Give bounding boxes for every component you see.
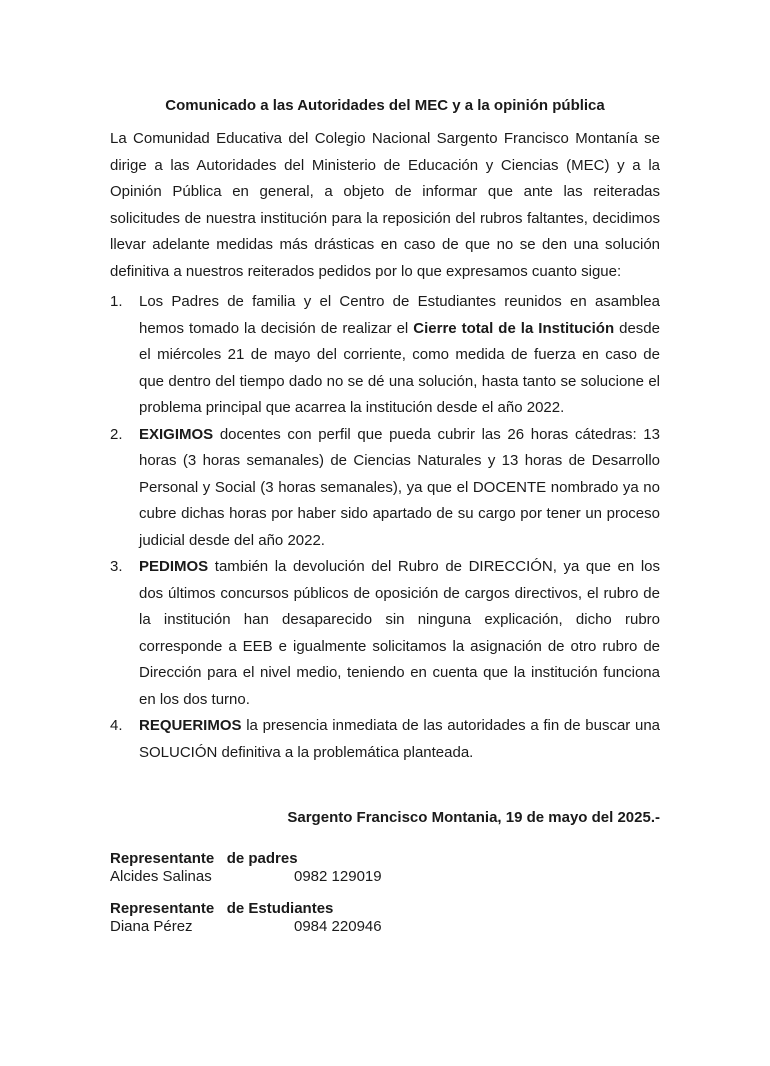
item-text: Los Padres de familia y el Centro de Estudiantes reunidos en asamblea hemos tomado la decisión de realizar el	[139, 293, 660, 337]
signatory-phone: 0984 220946	[294, 918, 382, 935]
item-number: 2.	[110, 425, 123, 443]
item-text: docentes con perfil que pueda cubrir las 26 horas cátedras: 13 horas (3 horas semanales) de Ciencias Naturales y 13 horas de Desarrollo Personal y Social (3 horas semanales), ya que el DOCENTE nombrado ya no cubre dichas horas por haber sido apartado de su cargo por tener un proceso judicial desde del año 2022.	[139, 425, 660, 549]
signatory-label: Representante de Estudiantes	[110, 900, 334, 917]
item-number: 4.	[110, 717, 123, 734]
signatory-parents	[110, 850, 660, 886]
document-page	[110, 96, 660, 950]
item-bold-text: PEDIMOS	[139, 558, 209, 575]
demands-list	[110, 289, 660, 766]
item-number: 3.	[110, 558, 123, 575]
item-bold-text: EXIGIMOS	[139, 425, 214, 443]
signatory-name: Diana Pérez	[110, 918, 193, 935]
list-item	[110, 422, 660, 555]
signatories	[110, 850, 660, 936]
signatory-label: Representante de padres	[110, 850, 298, 867]
list-item	[110, 289, 660, 422]
list-item	[110, 713, 660, 766]
signatory-students	[110, 900, 660, 936]
document-title: Comunicado a las Autoridades del MEC y a la opinión pública	[165, 97, 605, 114]
list-item	[110, 554, 660, 713]
item-text: desde el miércoles 21 de mayo del corriente, como medida de fuerza en caso de que dentro del tiempo dado no se dé una solución, hasta tanto se solucione el problema principal que acarrea la institución desde el año 2022.	[139, 319, 660, 416]
item-text: también la devolución del Rubro de DIRECCIÓN, ya que en los dos últimos concursos públicos de oposición de cargos directivos, el rubro de la institución han desaparecido sin ninguna explicación, dicho rubro corresponde a EEB e igualmente solicitamos la asignación de otro rubro de Dirección para el nivel medio, teniendo en cuenta que la institución funciona en los dos turno.	[139, 558, 660, 708]
signatory-phone: 0982 129019	[294, 868, 382, 885]
place-date: Sargento Francisco Montania, 19 de mayo del 2025.-	[287, 809, 660, 826]
item-bold-text: REQUERIMOS	[139, 717, 242, 734]
item-number: 1.	[110, 293, 123, 310]
intro-paragraph: La Comunidad Educativa del Colegio Nacional Sargento Francisco Montanía se dirige a las Autoridades del Ministerio de Educación y Ciencias (MEC) y a la Opinión Pública en general, a objeto de informar que ante las reiteradas solicitudes de nuestra institución para la reposición del rubros faltantes, decidimos llevar adelante medidas más drásticas en caso de que no se den una solución definitiva a nuestros reiterados pedidos por lo que expresamos cuanto sigue:	[110, 130, 660, 280]
signatory-name: Alcides Salinas	[110, 868, 212, 885]
item-bold-text: Cierre total de la Institución	[413, 319, 615, 337]
item-text: la presencia inmediata de las autoridades a fin de buscar una SOLUCIÓN definitiva a la problemática planteada.	[139, 717, 660, 761]
